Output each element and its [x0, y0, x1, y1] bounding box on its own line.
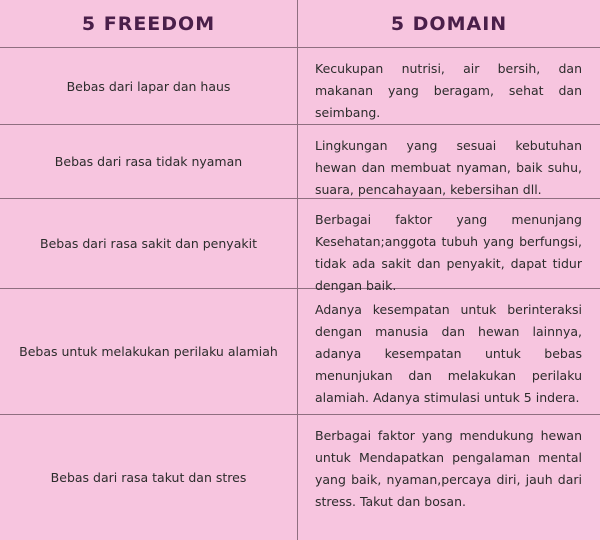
freedom-cell: Bebas dari rasa tidak nyaman: [0, 125, 298, 198]
freedom-cell: Bebas untuk melakukan perilaku alamiah: [0, 289, 298, 414]
table-row: [0, 125, 600, 199]
table-row: [0, 199, 600, 293]
domain-cell: Berbagai faktor yang mendukung hewan untuk Mendapatkan pengalaman mental yang baik, nyaman,percaya diri, jauh dari stress. Takut dan bosan.: [315, 428, 582, 509]
table-row: [0, 48, 600, 125]
header-5-domain: 5 DOMAIN: [390, 12, 508, 35]
domain-cell: Lingkungan yang sesuai kebutuhan hewan dan membuat nyaman, baik suhu, suara, pencahayaan, kebersihan dll.: [315, 138, 582, 197]
domain-cell: Adanya kesempatan untuk berinteraksi dengan manusia dan hewan lainnya, adanya kesempatan untuk bebas menunjukan dan melakukan perilaku alamiah. Adanya stimulasi untuk 5 indera.: [315, 302, 582, 405]
freedom-cell: Bebas dari rasa takut dan stres: [0, 415, 298, 540]
freedom-cell: Bebas dari rasa sakit dan penyakit: [0, 199, 298, 288]
table-row: [0, 289, 600, 415]
domain-cell: Berbagai faktor yang menunjang Kesehatan;anggota tubuh yang berfungsi, tidak ada sakit dan penyakit, dapat tidur dengan baik.: [315, 212, 582, 293]
table-row: [0, 415, 600, 540]
freedom-cell: Bebas dari lapar dan haus: [0, 48, 298, 124]
header-5-freedom: 5 FREEDOM: [0, 0, 298, 47]
domain-cell: Kecukupan nutrisi, air bersih, dan makanan yang beragam, sehat dan seimbang.: [315, 61, 582, 120]
table-header: [0, 0, 600, 48]
